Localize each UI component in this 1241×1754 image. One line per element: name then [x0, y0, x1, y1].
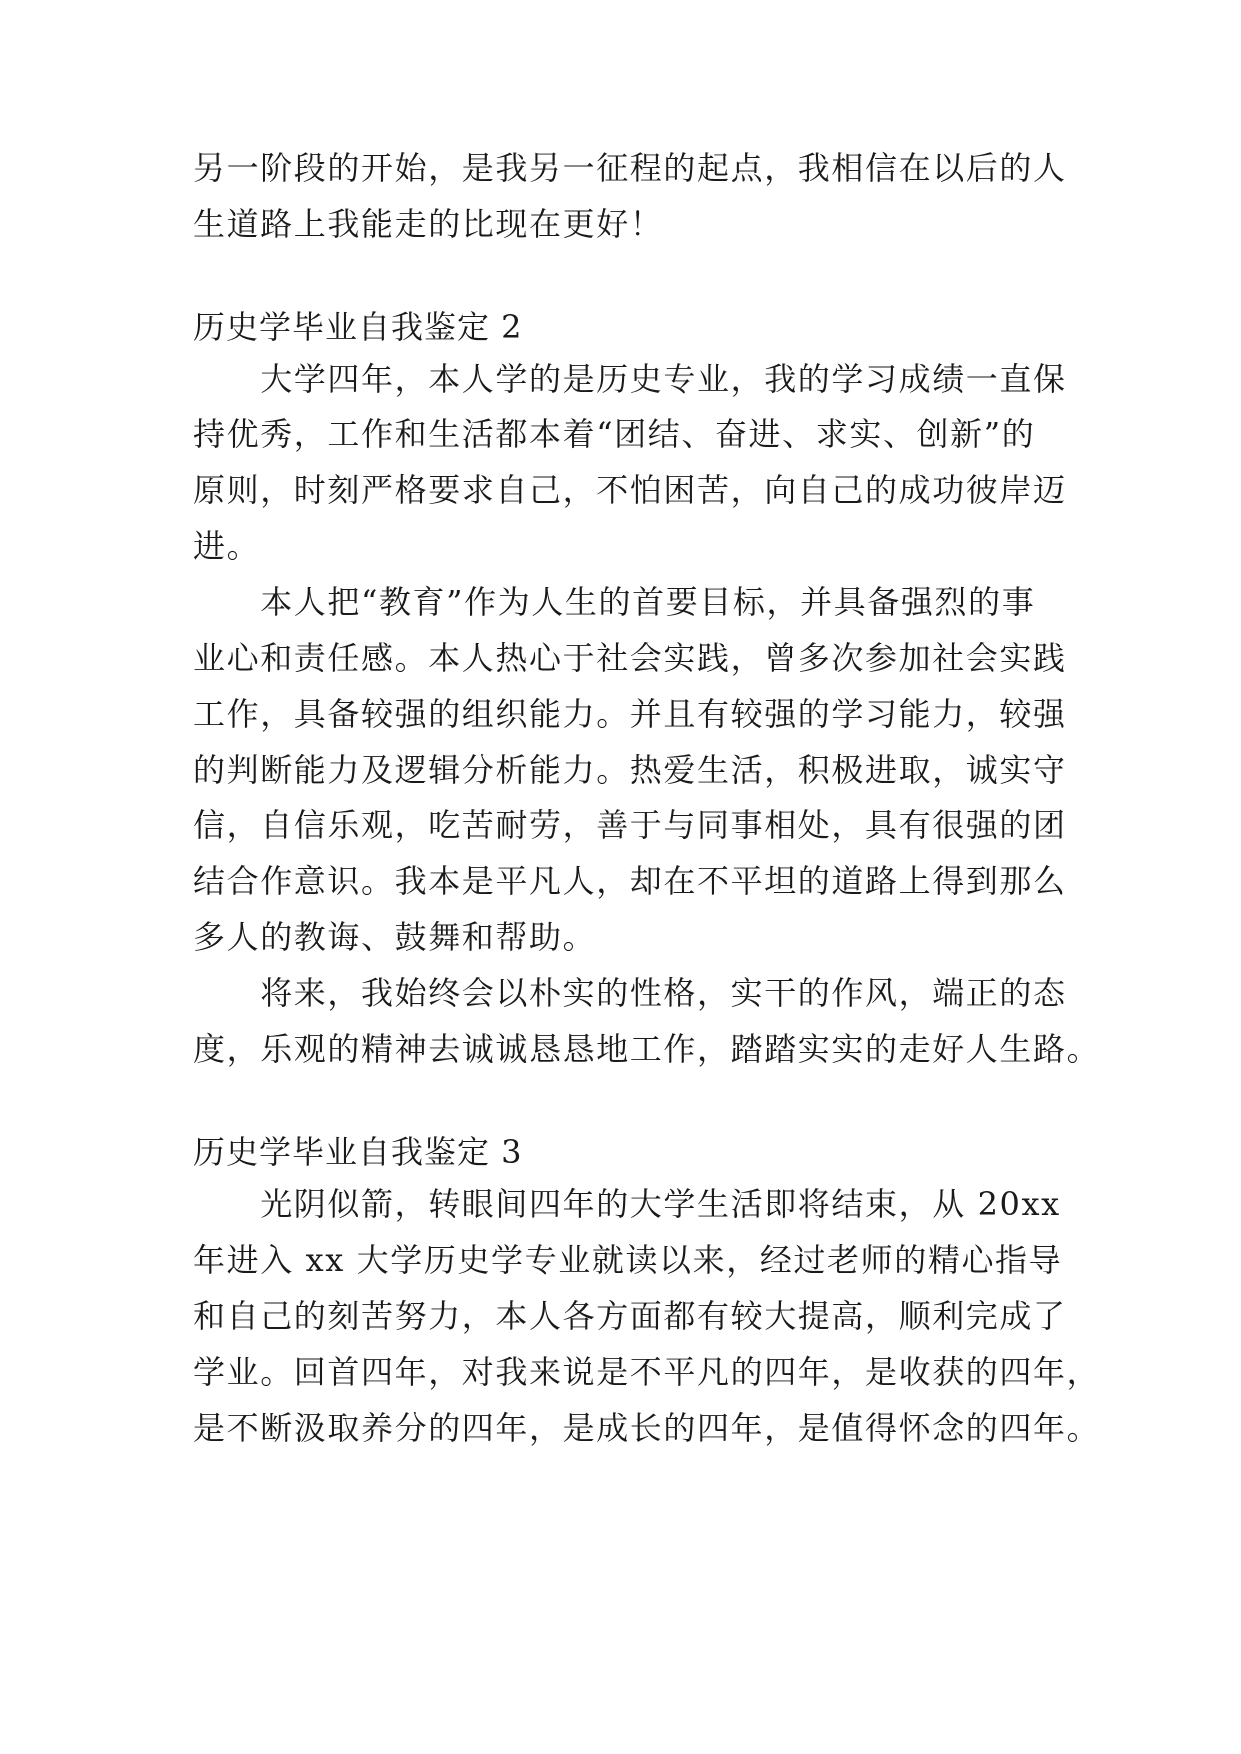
text-line: 结合作意识。我本是平凡人，却在不平坦的道路上得到那么	[193, 862, 1067, 900]
text-line: 生道路上我能走的比现在更好！	[193, 205, 664, 243]
text-line: 度，乐观的精神去诚诚恳恳地工作，踏踏实实的走好人生路。	[193, 1030, 1101, 1068]
text-line: 工作，具备较强的组织能力。并且有较强的学习能力，较强	[193, 695, 1067, 733]
text-line: 信，自信乐观，吃苦耐劳，善于与同事相处，具有很强的团	[193, 806, 1067, 844]
text-line: 学业。回首四年，对我来说是不平凡的四年，是收获的四年，	[193, 1353, 1101, 1391]
text-line: 大学四年，本人学的是历史专业，我的学习成绩一直保	[193, 360, 1067, 398]
text-line: 原则，时刻严格要求自己，不怕困苦，向自己的成功彼岸迈	[193, 471, 1067, 509]
text-line: 业心和责任感。本人热心于社会实践，曾多次参加社会实践	[193, 639, 1067, 677]
text-line: 和自己的刻苦努力，本人各方面都有较大提高，顺利完成了	[193, 1297, 1067, 1335]
text-line: 是不断汲取养分的四年，是成长的四年，是值得怀念的四年。	[193, 1409, 1101, 1447]
text-line: 多人的教诲、鼓舞和帮助。	[193, 918, 597, 956]
text-line: 光阴似箭，转眼间四年的大学生活即将结束，从 20xx	[193, 1185, 1061, 1223]
section-heading: 历史学毕业自我鉴定 2	[193, 308, 523, 346]
section-heading: 历史学毕业自我鉴定 3	[193, 1133, 523, 1171]
text-line: 的判断能力及逻辑分析能力。热爱生活，积极进取，诚实守	[193, 751, 1067, 789]
text-line: 年进入 xx 大学历史学专业就读以来，经过老师的精心指导	[193, 1241, 1063, 1279]
text-line: 持优秀，工作和生活都本着“团结、奋进、求实、创新”的	[193, 415, 1036, 453]
text-line: 进。	[193, 527, 261, 565]
text-line: 将来，我始终会以朴实的性格，实干的作风，端正的态	[193, 974, 1067, 1012]
text-line: 另一阶段的开始，是我另一征程的起点，我相信在以后的人	[193, 149, 1067, 187]
text-line: 本人把“教育”作为人生的首要目标，并具备强烈的事	[193, 583, 1036, 621]
